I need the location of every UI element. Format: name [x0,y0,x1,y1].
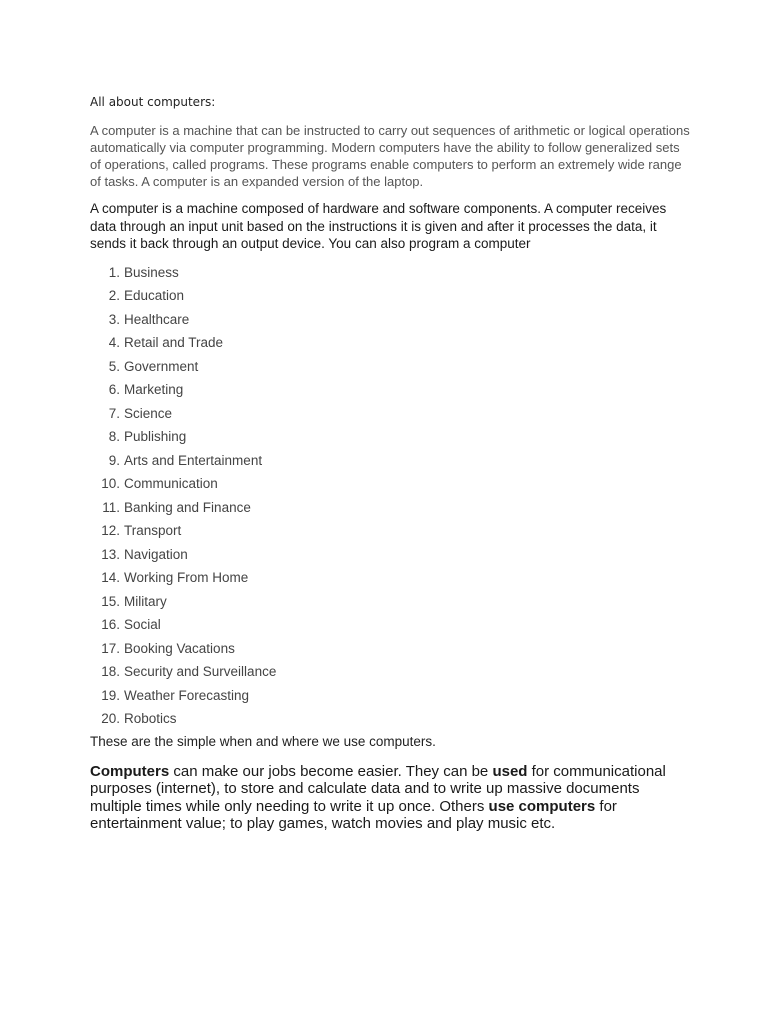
list-item-number: 16. [101,617,120,632]
list-item-number: 17. [101,640,120,656]
list-item-label: Working From Home [124,570,249,585]
list-item-number: 4. [108,335,120,350]
list-item-number: 12. [101,523,120,538]
list-item-label: Banking and Finance [124,499,251,515]
list-item-number: 6. [108,382,120,397]
list-item-number: 2. [108,288,120,303]
list-item-label: Booking Vacations [124,640,235,656]
list-item-label: Education [124,288,185,303]
list-item-number: 1. [108,264,120,280]
list-item-number: 14. [101,570,120,585]
list-item-number: 18. [101,664,120,679]
list-item-label: Arts and Entertainment [124,452,263,468]
uses-list [90,261,690,731]
list-item-label: Healthcare [124,311,190,327]
list-item-label: Navigation [124,546,188,562]
body-paragraph: A computer is a machine composed of hardware and software components. A computer receives data through an input unit based on the instructions it is given and after it processes the data, it sends it back through an output device. You can also program a computer [90,201,667,251]
list-item-label: Transport [124,523,182,538]
document-page [90,94,690,833]
list-item-number: 15. [101,593,120,609]
list-item-number: 11. [102,499,120,515]
list-item-label: Weather Forecasting [124,687,250,703]
summary-paragraph: These are the simple when and where we use computers. [90,733,436,749]
list-item-label: Government [124,358,199,374]
list-item [90,355,690,379]
list-item [90,284,690,308]
closing-text-2: for communicational purposes (internet), to store and calculate data and to write up massive documents multiple times while only needing to write it up once. Others [90,762,666,815]
closing-bold-computers: Computers [90,762,170,780]
list-item-label: Robotics [124,711,177,726]
list-item [90,496,690,520]
list-item-number: 10. [101,476,120,491]
list-item [90,378,690,402]
list-item-number: 5. [108,358,120,374]
list-item-number: 20. [101,711,120,726]
list-item-label: Social [124,617,161,632]
list-item-label: Retail and Trade [124,335,224,350]
list-item-label: Military [124,593,167,609]
list-item [90,566,690,590]
closing-text-1: can make our jobs become easier. They can be [169,762,493,780]
list-item [90,590,690,614]
closing-bold-used: used [492,762,528,780]
list-item-label: Publishing [124,429,187,444]
document-title: All about computers: [90,95,216,109]
list-item-number: 9. [108,452,120,468]
closing-bold-use-computers: use computers [488,797,596,815]
list-item-number: 13. [101,546,120,562]
list-item-label: Science [124,405,173,421]
list-item [90,707,690,731]
list-item [90,613,690,637]
list-item-number: 19. [101,687,120,703]
list-item [90,637,690,661]
list-item-label: Security and Surveillance [124,664,277,679]
closing-text-3: for entertainment value; to play games, watch movies and play music etc. [90,797,617,832]
list-item-number: 8. [108,429,120,444]
list-item [90,261,690,285]
list-item [90,543,690,567]
list-item [90,308,690,332]
list-item [90,684,690,708]
list-item-label: Communication [124,476,218,491]
list-item [90,449,690,473]
closing-paragraph [90,763,690,833]
list-item [90,472,690,496]
list-item-number: 3. [108,311,120,327]
list-item [90,402,690,426]
list-item-label: Business [124,264,179,280]
list-item [90,660,690,684]
intro-paragraph: A computer is a machine that can be instructed to carry out sequences of arithmetic or logical operations automatically via computer programming. Modern computers have the ability to follow generalized sets of operations, called programs. These programs enable computers to perform an extremely wide range of tasks. A computer is an expanded version of the laptop. [90,123,690,189]
list-item [90,331,690,355]
list-item-label: Marketing [124,382,184,397]
list-item-number: 7. [108,405,120,421]
list-item [90,519,690,543]
list-item [90,425,690,449]
